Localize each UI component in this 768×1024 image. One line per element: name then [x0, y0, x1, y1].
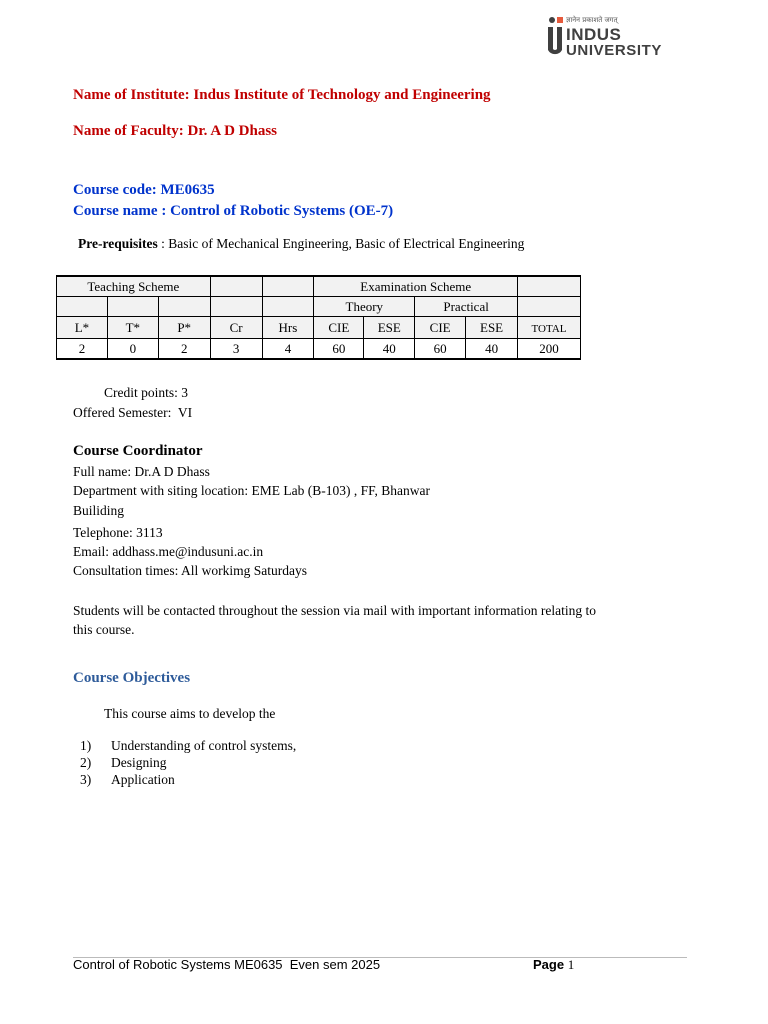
- header-cell: L*: [57, 317, 108, 339]
- table-cell-empty: [57, 297, 108, 317]
- footer-course-info: Control of Robotic Systems ME0635 Even sem 2025: [73, 957, 381, 972]
- value-cell: 60: [415, 339, 466, 360]
- coordinator-department: Department with siting location: EME Lab (B-103) , FF, Bhanwar: [73, 483, 430, 498]
- list-item: [80, 738, 380, 755]
- header-cell: Cr: [210, 317, 262, 339]
- coordinator-full-name: Full name: Dr.A D Dhass: [73, 464, 210, 479]
- theory-header: Theory: [314, 297, 415, 317]
- table-cell-empty: [210, 276, 262, 297]
- table-cell-empty: [262, 276, 314, 297]
- list-item-text: Designing: [111, 755, 167, 770]
- list-item-number: 1): [80, 738, 92, 753]
- coordinator-email: Email: addhass.me@indusuni.ac.in: [73, 544, 264, 559]
- value-cell-total: 200: [518, 339, 581, 360]
- header-cell: ESE: [364, 317, 415, 339]
- list-item-number: 2): [80, 755, 92, 770]
- notice-line-1: Students will be contacted throughout the session via mail with important information relating to: [73, 603, 597, 618]
- value-cell: 40: [466, 339, 518, 360]
- list-item: [80, 755, 380, 772]
- credit-points: Credit points: 3: [104, 385, 188, 400]
- list-item: [80, 772, 380, 789]
- table-row: [57, 276, 581, 297]
- value-cell: 4: [262, 339, 314, 360]
- header-cell: CIE: [415, 317, 466, 339]
- value-cell: 40: [364, 339, 415, 360]
- value-cell: 0: [107, 339, 158, 360]
- value-cell: 2: [57, 339, 108, 360]
- table-header-row: [57, 317, 581, 339]
- logo-tagline: ज्ञानेन प्रकाशते जगत्: [566, 16, 618, 24]
- table-value-row: [57, 339, 581, 360]
- header-cell: ESE: [466, 317, 518, 339]
- objectives-intro: This course aims to develop the: [104, 706, 276, 721]
- table-cell-empty: [518, 297, 581, 317]
- prerequisites: [78, 236, 524, 252]
- header-cell: P*: [158, 317, 210, 339]
- practical-header: Practical: [415, 297, 518, 317]
- indus-university-logo: [546, 16, 696, 60]
- table-cell-empty: [158, 297, 210, 317]
- logo-text-university: UNIVERSITY: [566, 42, 663, 59]
- value-cell: 60: [314, 339, 364, 360]
- value-cell: 3: [210, 339, 262, 360]
- footer-page-value: 1: [567, 957, 575, 972]
- course-code: Course code: ME0635: [73, 182, 215, 198]
- table-cell-empty: [262, 297, 314, 317]
- header-cell: T*: [107, 317, 158, 339]
- course-objectives-heading: Course Objectives: [73, 670, 191, 686]
- teaching-examination-scheme-table: [56, 275, 581, 360]
- table-cell-empty: [210, 297, 262, 317]
- table-row: [57, 297, 581, 317]
- header-cell-total: TOTAL: [518, 317, 581, 339]
- list-item-text: Application: [111, 772, 175, 787]
- coordinator-department-building: Builiding: [73, 503, 125, 518]
- examination-scheme-header: Examination Scheme: [314, 276, 518, 297]
- logo-emblem-icon: [546, 16, 564, 60]
- header-cell: Hrs: [262, 317, 314, 339]
- institute-name: Name of Institute: Indus Institute of Technology and Engineering: [73, 87, 491, 103]
- offered-semester: Offered Semester: VI: [73, 405, 193, 420]
- footer-page-number: [533, 957, 574, 973]
- course-name: Course name : Control of Robotic Systems (OE-7): [73, 203, 394, 219]
- table-cell-empty: [107, 297, 158, 317]
- coordinator-telephone: Telephone: 3113: [73, 525, 163, 540]
- header-cell: CIE: [314, 317, 364, 339]
- list-item-number: 3): [80, 772, 92, 787]
- coordinator-consultation: Consultation times: All workimg Saturdays: [73, 563, 307, 578]
- value-cell: 2: [158, 339, 210, 360]
- prerequisites-text: : Basic of Mechanical Engineering, Basic of Electrical Engineering: [157, 236, 525, 251]
- logo-text-indus: INDUS: [566, 25, 622, 44]
- teaching-scheme-header: Teaching Scheme: [57, 276, 211, 297]
- footer-page-label: Page: [533, 957, 565, 972]
- table-cell-empty: [518, 276, 581, 297]
- prerequisites-label: Pre-requisites: [78, 236, 158, 251]
- objectives-list: [80, 738, 380, 789]
- coordinator-heading: Course Coordinator: [73, 443, 203, 459]
- faculty-name: Name of Faculty: Dr. A D Dhass: [73, 123, 278, 139]
- list-item-text: Understanding of control systems,: [111, 738, 297, 753]
- notice-line-2: this course.: [73, 622, 135, 637]
